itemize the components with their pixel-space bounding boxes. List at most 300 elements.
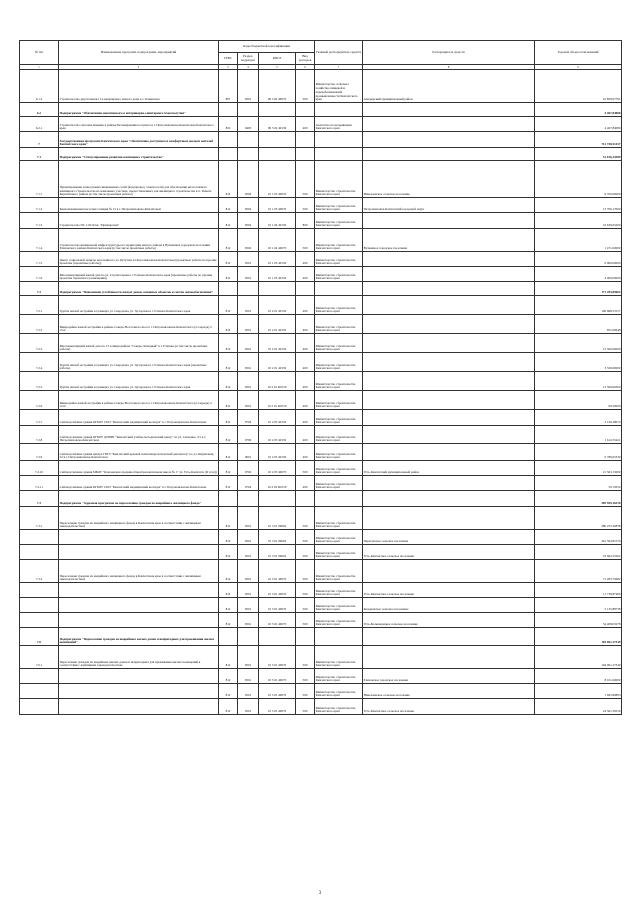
row-recipient — [363, 117, 535, 132]
row-sum: 51 816,33389 — [535, 148, 622, 161]
row-recipient — [363, 213, 535, 229]
row-kcsr: 10 3 01 40070 — [259, 613, 296, 628]
row-admin — [315, 282, 363, 296]
row-grbs: 812 — [219, 530, 238, 545]
row-admin: Министерство строительства Камчатского края — [315, 213, 363, 229]
row-number: 7.3.2 — [20, 560, 59, 583]
row-number: 7.2.1 — [20, 296, 59, 315]
row-number: 7.1.1 — [20, 161, 59, 198]
row-admin: Министерство строительства Камчатского края — [315, 353, 363, 372]
row-number: 7.6 — [20, 628, 59, 646]
row-rzpr: 0704 — [238, 410, 259, 426]
row-grbs: 812 — [219, 646, 238, 669]
row-sum: 6 789,05330 — [535, 444, 622, 461]
row-kcsr — [259, 103, 296, 117]
row-name: Переселение граждан из аварийных жилых домов и непригодных для проживания жилых помещений в соответствии с жилищным законодательством — [59, 646, 219, 669]
table-row — [20, 530, 622, 545]
row-rzpr: 0501 — [238, 507, 259, 530]
row-vr — [296, 628, 315, 646]
row-admin — [315, 132, 363, 148]
table-row — [20, 560, 622, 583]
row-recipient — [363, 646, 535, 669]
row-admin — [315, 148, 363, 161]
row-recipient: Вулканное городское поселение — [363, 229, 535, 252]
row-kcsr — [259, 628, 296, 646]
table-row — [20, 628, 622, 646]
row-recipient — [363, 315, 535, 334]
table-row — [20, 148, 622, 161]
table-row — [20, 161, 622, 198]
column-number: 1 — [20, 65, 59, 70]
row-vr — [296, 282, 315, 296]
row-number: 7.2.7 — [20, 410, 59, 426]
row-name: Центр социальной защиты населения по ул. Кутузова в Петропавловске-Камчатском (проектные работы по прочим проектам (проектные работы)) — [59, 252, 219, 267]
row-recipient — [363, 103, 535, 117]
row-number: 6.2 — [20, 103, 59, 117]
row-kcsr — [259, 491, 296, 507]
row-name: Микрорайон жилой застройки в районе Северо-Восточного шоссе г. Петропавловска-Камчатского (2 очередь) 2 этап — [59, 391, 219, 410]
row-kcsr: 10 2 01 R0150 — [259, 391, 296, 410]
row-vr: 400 — [296, 410, 315, 426]
row-rzpr: 0501 — [238, 315, 259, 334]
row-grbs: 812 — [219, 699, 238, 715]
row-grbs: 812 — [219, 461, 238, 476]
row-name — [59, 684, 219, 699]
row-admin: Министерство строительства Камчатского края — [315, 699, 363, 715]
row-vr: 500 — [296, 198, 315, 213]
table-row — [20, 684, 622, 699]
row-sum: 1 612,55421 — [535, 426, 622, 444]
row-sum: 71 283,79482 — [535, 560, 622, 583]
row-recipient — [363, 132, 535, 148]
row-number — [20, 598, 59, 613]
row-vr: 400 — [296, 372, 315, 391]
row-rzpr: 0501 — [238, 613, 259, 628]
table-row — [20, 426, 622, 444]
row-admin: Министерство строительства Камчатского края — [315, 507, 363, 530]
table-row — [20, 334, 622, 353]
row-rzpr: 0502 — [238, 229, 259, 252]
row-kcsr: 10 3 01 40070 — [259, 560, 296, 583]
row-recipient — [363, 444, 535, 461]
table-row — [20, 252, 622, 267]
row-sum: 261 592,81576 — [535, 530, 622, 545]
row-name: Подпрограмма "Переселение граждан из аварийных жилых домов и непригодных для проживания жилых помещений" — [59, 628, 219, 646]
row-recipient: Козыревское сельское поселение — [363, 598, 535, 613]
table-row — [20, 353, 622, 372]
row-sum: 50,15054 — [535, 476, 622, 491]
row-number: 6.2.1 — [20, 117, 59, 132]
row-admin: Министерство строительства Камчатского края — [315, 583, 363, 598]
row-recipient — [363, 628, 535, 646]
row-kcsr: 10 3 01 09602 — [259, 507, 296, 530]
row-sum: 280 255,36838 — [535, 507, 622, 530]
table-row — [20, 282, 622, 296]
row-rzpr: 0501 — [238, 70, 259, 103]
row-recipient: Паратунское сельское поселение — [363, 530, 535, 545]
row-admin: Министерство строительства Камчатского края — [315, 161, 363, 198]
row-recipient — [363, 372, 535, 391]
row-recipient: Елизовское городское поселение — [363, 669, 535, 684]
table-row — [20, 699, 622, 715]
column-number: 2 — [59, 65, 219, 70]
row-kcsr: 10 1 03 40070 — [259, 161, 296, 198]
row-kcsr: 10 5 01 40070 — [259, 646, 296, 669]
row-name — [59, 598, 219, 613]
column-number: 9 — [535, 65, 622, 70]
row-sum: 5 135,88738 — [535, 598, 622, 613]
row-vr: 500 — [296, 530, 315, 545]
row-name — [59, 669, 219, 684]
row-recipient: Усть-Камчатское сельское поселение — [363, 583, 535, 598]
row-sum: 4 467,84080 — [535, 117, 622, 132]
row-kcsr: 10 2 01 40150 — [259, 334, 296, 353]
row-number: 7.1.5 — [20, 252, 59, 267]
row-recipient: Петропавловск-Камчатский городской округ — [363, 198, 535, 213]
row-recipient — [363, 267, 535, 282]
row-admin: Министерство строительства Камчатского края — [315, 613, 363, 628]
header-volume: Годовой объем ассигнований — [535, 41, 622, 65]
row-admin: Министерство строительства Камчатского края — [315, 669, 363, 684]
row-sum: 4 467,84080 — [535, 103, 622, 117]
row-rzpr — [238, 103, 259, 117]
row-kcsr: 10 3 01 40070 — [259, 583, 296, 598]
row-recipient — [363, 353, 535, 372]
table-row — [20, 372, 622, 391]
row-grbs: 812 — [219, 391, 238, 410]
row-number — [20, 530, 59, 545]
row-number: 7.2.9 — [20, 444, 59, 461]
row-sum: 18 662,55262 — [535, 545, 622, 560]
row-vr: 500 — [296, 646, 315, 669]
row-recipient — [363, 410, 535, 426]
row-recipient — [363, 426, 535, 444]
row-vr: 500 — [296, 699, 315, 715]
row-grbs: 812 — [219, 669, 238, 684]
row-rzpr: 0501 — [238, 583, 259, 598]
row-grbs — [219, 148, 238, 161]
row-number — [20, 545, 59, 560]
row-name: Сейсмоусиление здания МБОУ "Ключевская средняя общеобразовательная школа № 1" (п. Усть-Камчатск (II этап)) — [59, 461, 219, 476]
row-rzpr: 0709 — [238, 426, 259, 444]
row-kcsr: 10 2 01 40150 — [259, 296, 296, 315]
row-kcsr: 10 1 05 40150 — [259, 252, 296, 267]
row-recipient — [363, 148, 535, 161]
header-grbs: ГРБС — [219, 53, 238, 65]
row-recipient — [363, 507, 535, 530]
row-number: 7.2.5 — [20, 372, 59, 391]
row-number: 7.3.1 — [20, 507, 59, 530]
row-number: 7.2.11 — [20, 476, 59, 491]
row-rzpr: 0901 — [238, 444, 259, 461]
row-number: 7.1.6 — [20, 267, 59, 282]
row-sum: 951,09648 — [535, 315, 622, 334]
row-admin: Министерство строительства Камчатского края — [315, 684, 363, 699]
row-vr: 400 — [296, 444, 315, 461]
row-vr: 500 — [296, 161, 315, 198]
row-sum: 385 599,16318 — [535, 491, 622, 507]
row-name: Государственная программа Камчатского края "Обеспечение доступным и комфортным жильем жителей Камчатского края" — [59, 132, 219, 148]
row-number: 7.6.1 — [20, 646, 59, 669]
row-admin: Министерство строительства Камчатского края — [315, 444, 363, 461]
row-sum: 1 471,00000 — [535, 229, 622, 252]
row-name: Проектирование и ввод новых инженерных сетей (водопровод, электросети) для обеспечения малоэтажного жилищного строительства на земельных участках, предоставленных для жилищного строительства в п. Тымлат Карагинского района (в том числе проектные работы) — [59, 161, 219, 198]
row-grbs: 812 — [219, 353, 238, 372]
row-admin: Министерство строительства Камчатского края — [315, 198, 363, 213]
row-rzpr: 0502 — [238, 161, 259, 198]
table-row — [20, 391, 622, 410]
row-kcsr: 10 2 01 40150 — [259, 315, 296, 334]
row-rzpr: 0501 — [238, 530, 259, 545]
row-admin: Агентство по ветеринарии Камчатского края — [315, 117, 363, 132]
table-row — [20, 267, 622, 282]
row-rzpr: 0501 — [238, 684, 259, 699]
row-rzpr: 0702 — [238, 461, 259, 476]
table-row — [20, 613, 622, 628]
row-kcsr — [259, 132, 296, 148]
row-number: 7.2.6 — [20, 391, 59, 410]
column-number: 7 — [315, 65, 363, 70]
row-sum: 106 688,53157 — [535, 296, 622, 315]
row-admin: Министерство строительства Камчатского края — [315, 296, 363, 315]
row-name — [59, 699, 219, 715]
row-admin: Министерство строительства Камчатского края — [315, 560, 363, 583]
row-admin: Министерство строительства Камчатского края — [315, 646, 363, 669]
budget-table — [19, 40, 622, 715]
row-rzpr — [238, 628, 259, 646]
row-sum: 21 563,15000 — [535, 461, 622, 476]
row-number: 7.2.3 — [20, 334, 59, 353]
row-number — [20, 684, 59, 699]
row-grbs: 822 — [219, 117, 238, 132]
row-sum: 712 748,51437 — [535, 132, 622, 148]
row-vr: 500 — [296, 669, 315, 684]
column-number: 3 — [219, 65, 238, 70]
row-kcsr: 10 2 03 R0150 — [259, 476, 296, 491]
row-grbs: 812 — [219, 161, 238, 198]
table-row — [20, 213, 622, 229]
row-number: 7.1.4 — [20, 229, 59, 252]
row-number: 6.1.2 — [20, 70, 59, 103]
row-grbs: 812 — [219, 315, 238, 334]
row-vr: 400 — [296, 353, 315, 372]
row-admin: Министерство строительства Камчатского края — [315, 229, 363, 252]
page-number: 3 — [318, 891, 322, 896]
row-sum: 6 000,00000 — [535, 252, 622, 267]
table-row — [20, 117, 622, 132]
table-row — [20, 444, 622, 461]
row-name: Канализационная насосная станция № 15 в г. Петропавловске-Камчатском — [59, 198, 219, 213]
row-grbs: 812 — [219, 560, 238, 583]
row-rzpr: 0501 — [238, 372, 259, 391]
row-name: Подпрограмма "Обеспечение акватинского в ветеринарно-санитарного благополучия" — [59, 103, 219, 117]
row-name: Переселение граждан из аварийного жилищного фонда в Камчатском крае в соответствии с жилищным законодательством — [59, 507, 219, 530]
row-vr: 400 — [296, 252, 315, 267]
row-kcsr: 09 5 02 40070 — [259, 70, 296, 103]
row-recipient — [363, 252, 535, 267]
row-vr: 500 — [296, 70, 315, 103]
row-name: Подпрограмма "Повышение устойчивости жилых домов, основных объектов и систем жизнеобеспечения" — [59, 282, 219, 296]
row-kcsr: 10 1 05 40150 — [259, 267, 296, 282]
row-name — [59, 530, 219, 545]
row-kcsr: 10 5 01 40070 — [259, 684, 296, 699]
row-kcsr: 10 5 01 40070 — [259, 669, 296, 684]
row-admin: Министерство строительства Камчатского края — [315, 252, 363, 267]
row-vr: 500 — [296, 598, 315, 613]
row-grbs: 812 — [219, 252, 238, 267]
row-rzpr: 0502 — [238, 198, 259, 213]
row-vr: 400 — [296, 296, 315, 315]
row-name: Многоквартирный жилой дом по ул. Строительная в г. Елизово Камчатского края (проектные работы по прочим проектам проектного размещения) — [59, 267, 219, 282]
row-admin: Министерство строительства Камчатского края — [315, 267, 363, 282]
row-grbs: 812 — [219, 198, 238, 213]
row-recipient — [363, 282, 535, 296]
row-vr: 500 — [296, 507, 315, 530]
row-kcsr: 10 2 03 40150 — [259, 444, 296, 461]
row-kcsr: 10 1 04 40150 — [259, 213, 296, 229]
row-number: 7.1 — [20, 148, 59, 161]
row-recipient — [363, 391, 535, 410]
row-grbs: 812 — [219, 426, 238, 444]
table-row — [20, 545, 622, 560]
row-vr: 400 — [296, 267, 315, 282]
row-vr: 800 — [296, 213, 315, 229]
row-vr — [296, 103, 315, 117]
row-number: 7.2.8 — [20, 426, 59, 444]
row-vr: 400 — [296, 476, 315, 491]
header-admin: Главный распорядитель средств — [315, 41, 363, 65]
row-sum: 104 061,27349 — [535, 628, 622, 646]
row-grbs: 812 — [219, 334, 238, 353]
row-admin: Министерство строительства Камчатского края — [315, 476, 363, 491]
row-sum: 2 126,28072 — [535, 410, 622, 426]
row-vr: 400 — [296, 117, 315, 132]
table-row — [20, 669, 622, 684]
row-name: Сейсмоусиление здания КГБОУ ДОВРК "Камчатский учебно-методический центр" по ул. Савченко, 3/1 в г. Петропавловске-Камчатском — [59, 426, 219, 444]
row-sum: 99,50000 — [535, 391, 622, 410]
row-grbs: 812 — [219, 267, 238, 282]
table-row — [20, 103, 622, 117]
row-recipient — [363, 334, 535, 353]
table-row — [20, 70, 622, 103]
row-recipient: Николаевское сельское поселение — [363, 684, 535, 699]
row-grbs — [219, 282, 238, 296]
column-number: 5 — [259, 65, 296, 70]
row-number: 7.2 — [20, 282, 59, 296]
row-rzpr — [238, 282, 259, 296]
row-grbs: 812 — [219, 583, 238, 598]
row-name: Подпрограмма "Адресная программа по переселению граждан из аварийного жилищного фонда" — [59, 491, 219, 507]
row-sum: 15 500,00000 — [535, 334, 622, 353]
row-name: Строительство скотомогильника в районе Бетонированного пункта в г. Петропавловске-Камчатском Камчатского края — [59, 117, 219, 132]
row-grbs: 812 — [219, 213, 238, 229]
row-vr: 500 — [296, 229, 315, 252]
row-grbs: 812 — [219, 598, 238, 613]
row-grbs: 812 — [219, 444, 238, 461]
row-recipient — [363, 296, 535, 315]
row-vr: 500 — [296, 583, 315, 598]
row-recipient: Усть-Камчатский муниципальный район — [363, 461, 535, 476]
row-vr: 400 — [296, 315, 315, 334]
row-grbs: 812 — [219, 296, 238, 315]
row-grbs: 812 — [219, 410, 238, 426]
row-kcsr: 10 3 01 09602 — [259, 545, 296, 560]
row-sum: 54 408,03278 — [535, 613, 622, 628]
row-admin: Министерство строительства Камчатского края — [315, 315, 363, 334]
row-recipient — [363, 476, 535, 491]
row-vr: 400 — [296, 426, 315, 444]
row-rzpr: 0501 — [238, 296, 259, 315]
table-row — [20, 646, 622, 669]
row-number: 7.2.2 — [20, 315, 59, 334]
row-name: Группа жилой застройки в границах ул. Свердлова, ул. Хуторская в г. Елизово Камчатского края (проектные работы) — [59, 353, 219, 372]
row-kcsr: 10 3 01 40070 — [259, 598, 296, 613]
row-sum: 13 706,17000 — [535, 198, 622, 213]
row-grbs: 812 — [219, 684, 238, 699]
row-grbs — [219, 103, 238, 117]
row-recipient: Усть-Камчатское сельское поселение — [363, 699, 535, 715]
row-vr: 500 — [296, 545, 315, 560]
table-row — [20, 132, 622, 148]
row-sum: 171 283,89602 — [535, 282, 622, 296]
row-number: 7 — [20, 132, 59, 148]
row-admin — [315, 491, 363, 507]
row-recipient: Усть-Большерецкое сельское поселение — [363, 613, 535, 628]
row-admin: Министерство строительства Камчатского края — [315, 598, 363, 613]
row-grbs: 812 — [219, 613, 238, 628]
row-vr: 500 — [296, 461, 315, 476]
row-admin: Министерство строительства Камчатского края — [315, 530, 363, 545]
row-vr: 500 — [296, 560, 315, 583]
table-row — [20, 476, 622, 491]
row-sum: 1 695,80893 — [535, 684, 622, 699]
table-row — [20, 410, 622, 426]
table-row — [20, 198, 622, 213]
row-recipient — [363, 560, 535, 583]
row-sum: 16 639,05200 — [535, 213, 622, 229]
row-name: Сейсмоусиление здания КГБОУ СПО "Камчатский медицинский колледж" в г. Петропавловске-Камчатском — [59, 476, 219, 491]
row-kcsr — [259, 148, 296, 161]
row-rzpr: 0501 — [238, 334, 259, 353]
row-name: Переселение граждан из аварийного жилищного фонда в Камчатском крае в соответствии с жилищным законодательством — [59, 560, 219, 583]
row-rzpr: 0501 — [238, 267, 259, 282]
row-vr: 500 — [296, 684, 315, 699]
row-name: Микрорайон жилой застройки в районе Северо-Восточного шоссе г. Петропавловска-Камчатского (2 очередь) 2 этап — [59, 315, 219, 334]
row-recipient: Николаевское сельское поселение — [363, 161, 535, 198]
row-grbs — [219, 628, 238, 646]
row-number: 7.2.10 — [20, 461, 59, 476]
row-vr: 400 — [296, 391, 315, 410]
row-kcsr: 10 1 04 40070 — [259, 229, 296, 252]
row-sum: 104 061,27349 — [535, 646, 622, 669]
row-name — [59, 613, 219, 628]
row-recipient — [363, 491, 535, 507]
row-rzpr: 0501 — [238, 353, 259, 372]
header-rzpr: Раздел, подраздел — [238, 53, 259, 65]
row-admin: Министерство строительства Камчатского края — [315, 545, 363, 560]
row-sum: 9 700,00000 — [535, 161, 622, 198]
row-sum: 16 858,97791 — [535, 70, 622, 103]
row-kcsr: 10 2 01 40150 — [259, 353, 296, 372]
row-grbs — [219, 491, 238, 507]
row-kcsr — [259, 282, 296, 296]
table-row — [20, 491, 622, 507]
row-sum: 4 000,00000 — [535, 267, 622, 282]
row-admin — [315, 103, 363, 117]
row-rzpr — [238, 148, 259, 161]
row-number: 7.1.3 — [20, 213, 59, 229]
row-name: Сейсмоусиление здания центра ГБУЗ "Камчатский краевой психоневрологический диспансер" по ул. Кирпичная, 22 в г. Петропавловске-Камчатском — [59, 444, 219, 461]
